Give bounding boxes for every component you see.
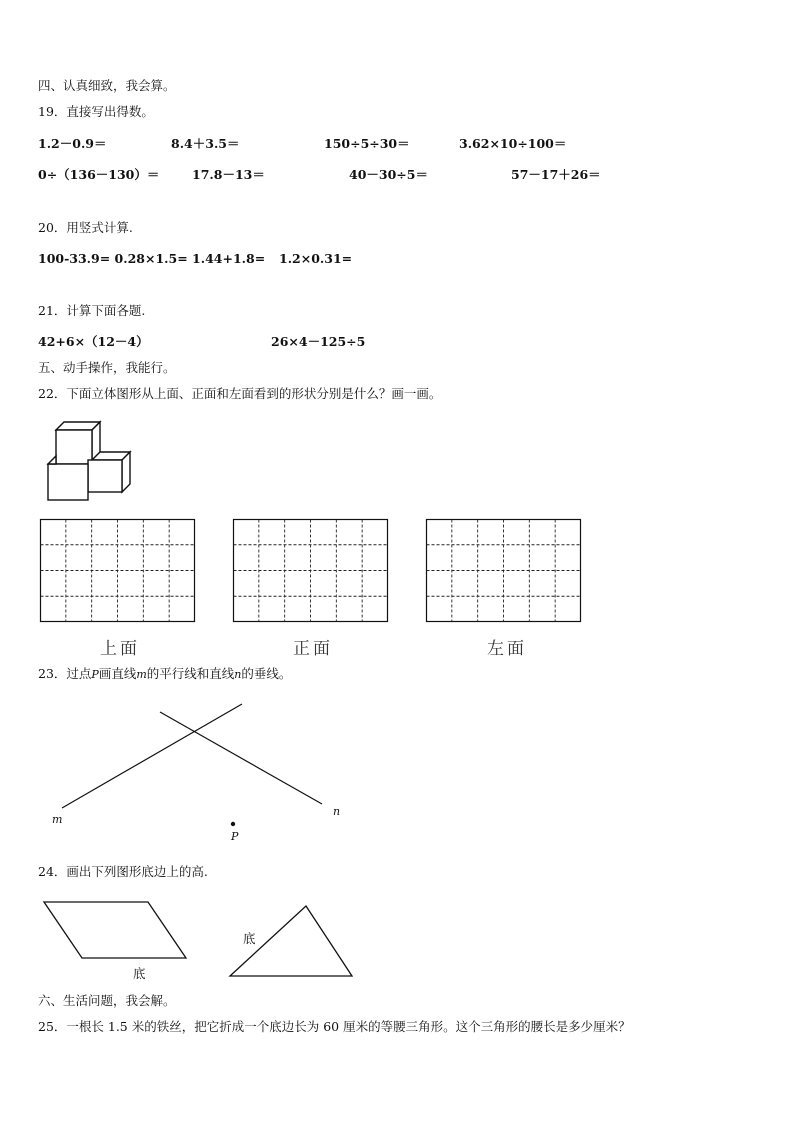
line-n-symbol: n	[234, 668, 242, 681]
caption-top-view: 上面	[100, 639, 140, 659]
line-m	[62, 704, 242, 808]
section-heading-4: 四、认真细致，我会算。	[38, 78, 176, 93]
line-n	[160, 712, 322, 804]
q19-item: 8.4＋3.5＝	[171, 136, 240, 151]
q23-title-part: 的平行线和直线	[146, 666, 235, 681]
q20-expression: 1.2×0.31=	[279, 251, 353, 266]
q19-item: 57－17＋26＝	[511, 167, 601, 182]
line-n-label: n	[333, 805, 341, 818]
q19-item: 1.2－0.9＝	[38, 136, 107, 151]
point-p-label: P	[231, 830, 239, 843]
question-22-title: 22．下面立体图形从上面、正面和左面看到的形状分别是什么？画一画。	[38, 386, 442, 401]
line-m-label: m	[52, 813, 63, 826]
parallelogram-figure	[40, 896, 190, 962]
grid-left-view[interactable]	[426, 519, 582, 623]
point-p-symbol: P	[91, 668, 99, 681]
question-20-title: 20．用竖式计算.	[38, 220, 133, 235]
q19-item: 150÷5÷30＝	[324, 136, 410, 151]
q19-item: 3.62×10÷100＝	[459, 136, 567, 151]
grid-top-view[interactable]	[40, 519, 196, 623]
q21-expression: 26×4－125÷5	[271, 334, 366, 349]
q23-title-part: 画直线	[98, 666, 137, 681]
q23-title-part: 23．过点	[38, 666, 92, 681]
grid-front-view[interactable]	[233, 519, 389, 623]
q21-expression: 42+6×（12－4）	[38, 334, 149, 349]
question-24-title: 24．画出下列图形底边上的高.	[38, 864, 208, 879]
q23-title-part: 的垂线。	[241, 666, 292, 681]
triangle-base-label: 底	[243, 931, 256, 946]
point-p	[231, 822, 235, 826]
q20-expressions: 100-33.9= 0.28×1.5= 1.44+1.8=	[38, 251, 266, 266]
caption-front-view: 正面	[293, 639, 333, 659]
question-19-title: 19．直接写出得数。	[38, 104, 154, 119]
line-m-symbol: m	[136, 668, 147, 681]
question-23-title	[38, 666, 291, 683]
section-heading-5: 五、动手操作，我能行。	[38, 360, 176, 375]
cube-stack-figure	[44, 420, 134, 504]
q19-item: 17.8－13＝	[192, 167, 265, 182]
parallelogram-base-label: 底	[133, 966, 146, 981]
question-25-title: 25．一根长 1.5 米的铁丝，把它折成一个底边长为 60 厘米的等腰三角形。这个三角形的腰长是多少厘米？	[38, 1019, 631, 1034]
q19-item: 40－30÷5＝	[349, 167, 428, 182]
caption-left-view: 左面	[487, 639, 527, 659]
q19-item: 0÷（136－130）＝	[38, 167, 160, 182]
section-heading-6: 六、生活问题，我会解。	[38, 993, 176, 1008]
question-21-title: 21．计算下面各题.	[38, 303, 146, 318]
